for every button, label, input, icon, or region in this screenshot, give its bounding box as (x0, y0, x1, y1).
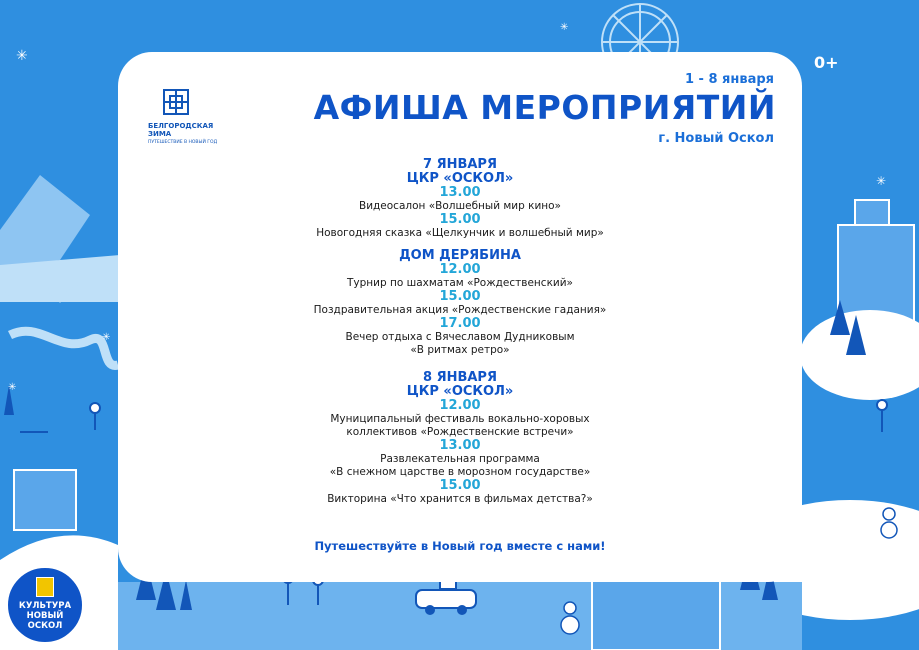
poster-card (118, 52, 802, 582)
event-time: 12.00 (439, 262, 481, 277)
date-range: 1 - 8 января (684, 72, 774, 87)
event-title: Видеосалон «Волшебный мир кино» (359, 200, 561, 212)
event-title: Муниципальный фестиваль вокально-хоровых (330, 413, 590, 425)
venue-name: ЦКР «ОСКОЛ» (406, 171, 514, 186)
svg-text:✳: ✳ (560, 22, 569, 33)
event-title: Поздравительная акция «Рождественские гадания» (313, 304, 607, 316)
age-rating: 0+ (814, 53, 839, 72)
event-title: Развлекательная программа (380, 453, 540, 465)
event-title: коллективов «Рождественские встречи» (346, 426, 574, 438)
svg-text:✳: ✳ (900, 372, 909, 383)
venue-name: ДОМ ДЕРЯБИНА (399, 248, 521, 263)
event-title: Турнир по шахматам «Рождественский» (347, 277, 573, 289)
venue-name: ЦКР «ОСКОЛ» (406, 384, 514, 399)
svg-text:✳: ✳ (16, 48, 28, 64)
svg-text:✳: ✳ (876, 174, 887, 188)
event-time: 13.00 (439, 185, 481, 200)
svg-text:✳: ✳ (8, 382, 17, 393)
building-illustration (14, 470, 76, 530)
event-title: «В снежном царстве в морозном государстве» (329, 466, 591, 478)
snowflake-logo-icon (162, 88, 190, 116)
event-title: «В ритмах ретро» (410, 344, 510, 356)
event-time: 15.00 (439, 212, 481, 227)
event-time: 17.00 (439, 316, 481, 331)
page-title: АФИША МЕРОПРИЯТИЙ (313, 88, 776, 127)
event-title: Новогодняя сказка «Щелкунчик и волшебный мир» (316, 227, 604, 239)
brand-logo (148, 88, 268, 145)
event-program (118, 158, 802, 506)
brand-tagline: ПУТЕШЕСТВИЕ В НОВЫЙ ГОД (148, 140, 218, 145)
svg-text:✳: ✳ (102, 332, 111, 343)
brand-name: БЕЛГОРОДСКАЯ ЗИМА (148, 122, 214, 138)
mountain-illustration (0, 175, 90, 270)
event-title: Викторина «Что хранится в фильмах детства?» (327, 493, 593, 505)
coat-of-arms-icon (36, 577, 54, 597)
event-title: Вечер отдыха с Вячеславом Дудниковым (345, 331, 575, 343)
event-time: 15.00 (439, 289, 481, 304)
day-heading: 8 ЯНВАРЯ (423, 370, 497, 385)
event-time: 12.00 (439, 398, 481, 413)
culture-badge: КУЛЬТУРА НОВЫЙ ОСКОЛ (6, 566, 84, 644)
slogan: Путешествуйте в Новый год вместе с нами! (314, 539, 606, 553)
event-time: 13.00 (439, 438, 481, 453)
day-heading: 7 ЯНВАРЯ (423, 157, 497, 172)
event-time: 15.00 (439, 478, 481, 493)
city-name: г. Новый Оскол (658, 131, 774, 146)
